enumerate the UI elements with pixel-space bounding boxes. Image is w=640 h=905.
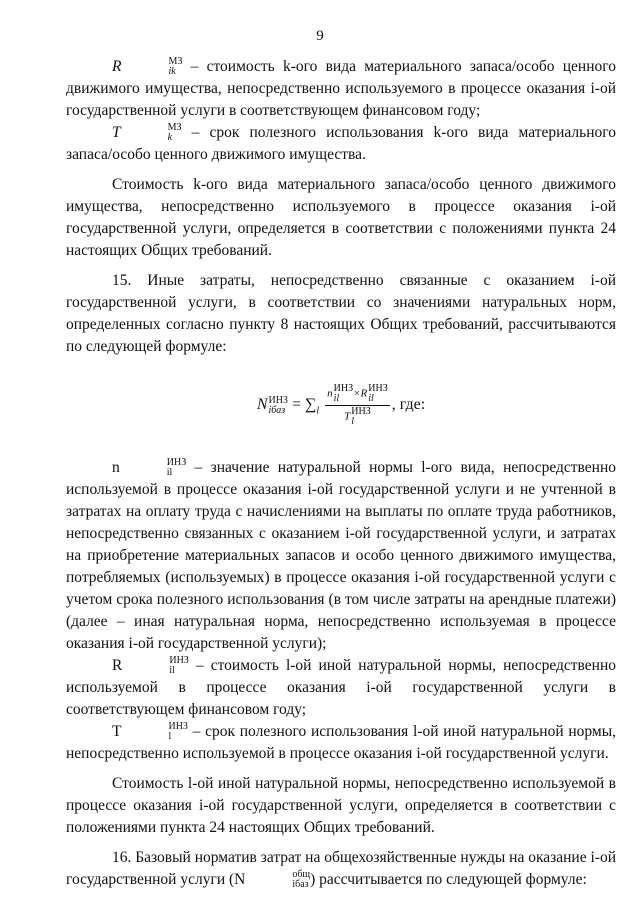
symbol-r: R	[112, 657, 123, 674]
symbol-r: R	[112, 58, 122, 75]
symbol-indices: ИНЗ il	[169, 655, 189, 677]
paragraph-text: – стоимость l-ой иной натуральной нормы, непосредственно используемой в процессе оказания i-ой государственной услуги в соответствующем финансовом году;	[66, 657, 617, 718]
paragraph-t-mz	[66, 122, 616, 166]
symbol-indices: общ iбаз	[292, 869, 311, 891]
paragraph-cost-definition: Стоимость k-ого вида материального запаса/особо ценного движимого имущества, непосредственно используемого в процессе оказания i-ой государственной услуги, определяется в соответствии с положениями пункта 24 настоящих Общих требований.	[66, 176, 616, 259]
paragraph-n-inz	[66, 457, 616, 655]
paragraph-t-inz	[66, 721, 616, 765]
symbol-indices: ИНЗ il	[166, 457, 187, 479]
formula-n-inz: N ИНЗ iбаз = $\sum_l$ n ИНЗ il ×R ИНЗ il T ИНЗ l , где:	[256, 383, 426, 427]
symbol-n: n	[112, 459, 120, 476]
document-body	[66, 56, 616, 891]
paragraph-text: – стоимость k-ого вида материального запаса/особо ценного движимого имущества, непосредственно используемого в процессе оказания i-ой государственной услуги в соответствующем финансовом году;	[66, 58, 616, 119]
paragraph-inz-cost-definition: Стоимость l-ой иной натуральной нормы, непосредственно используемой в процессе оказания i-ой государственной услуги, определяется в соответствии с положениями пункта 24 настоящих Общих требований.	[66, 775, 616, 836]
paragraph-item-15: 15. Иные затраты, непосредственно связанные с оказанием i-ой государственной услуги, в соответствии со значениями натуральных норм, определенных согласно пункту 8 настоящих Общих требований, рассчитываются по следующей формуле:	[66, 272, 616, 355]
symbol-indices: МЗ k	[167, 122, 182, 144]
symbol-t: T	[112, 124, 121, 141]
symbol-indices: ИНЗ l	[168, 721, 188, 743]
paragraph-r-mz	[66, 56, 616, 122]
symbol-t: T	[112, 723, 122, 740]
paragraph-text: – срок полезного использования l-ой иной натуральной нормы, непосредственно используемой в процессе оказания i-ой государственной услуги.	[66, 723, 616, 762]
paragraph-text: – значение натуральной нормы l-ого вида, непосредственно используемой в процессе оказания i-ой государственной услуги и не учтенной в затратах на оплату труда с начислениями на выплаты по оплате труда работников, непосредственно связанных с оказанием i-ой государственной услуги, и затратах на приобретение материальных запасов и особо ценного движимого имущества, потребляемых (используемых) в процессе оказания i-ой государственной услуги с учетом срока полезного использования (в том числе затраты на арендные платежи) (далее – иная натуральная норма, непосредственно используемая в процессе оказания i-ой государственной услуги);	[66, 459, 617, 652]
formula-fraction: n ИНЗ il ×R ИНЗ il T ИНЗ l	[327, 383, 388, 427]
page-number: 9	[316, 28, 324, 44]
paragraph-r-inz	[66, 655, 616, 721]
paragraph-text: – срок полезного использования k-ого вида материального запаса/особо ценного движимого имущества.	[66, 124, 616, 163]
paragraph-item-16: 16. Базовый норматив затрат на общехозяйственные нужды на оказание i-ой государственной услуги (N общ iбаз ) рассчитывается по следующей формуле:	[66, 849, 616, 891]
symbol-indices: МЗ ik	[168, 56, 183, 78]
